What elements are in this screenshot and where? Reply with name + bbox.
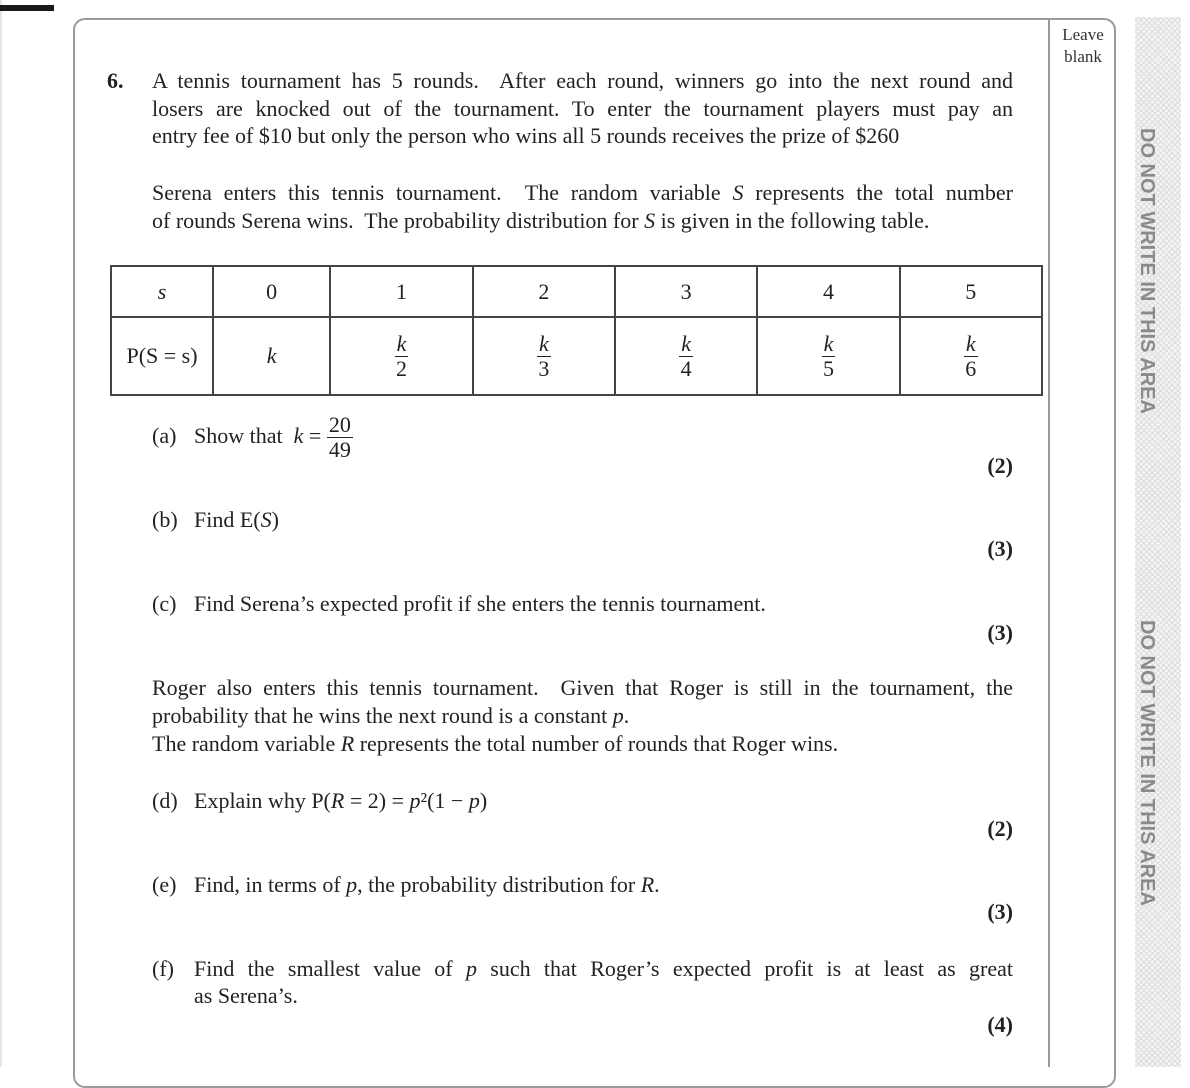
header-bar [0, 5, 54, 11]
p-cell [900, 317, 1042, 395]
part-f-text [194, 983, 298, 1009]
part-a-prompt: Show that [194, 423, 283, 448]
p-cell [473, 317, 615, 395]
text-segment: ) [271, 507, 279, 532]
k: k [266, 343, 277, 368]
part-b-text [194, 507, 279, 533]
marks-b: (3) [987, 536, 1013, 561]
text-segment: represents the total number of rounds that Roger wins. [354, 731, 839, 756]
text-segment: Find Serena’s expected profit if she enters the tennis tournament. [194, 591, 766, 616]
table-row-p [111, 317, 1042, 395]
math-variable: p [612, 703, 624, 728]
text-segment: as Serena’s. [194, 983, 298, 1008]
header-cell [111, 266, 213, 317]
leave-text: Leave [1062, 25, 1104, 44]
text-segment: entry fee of $10 but only the person who wins all 5 rounds receives the prize of $260 [152, 123, 900, 148]
text-segment: A tennis tournament has 5 rounds. After each round, winners go into the next round and [152, 68, 1013, 93]
part-f-text [194, 956, 1013, 982]
math-variable: p [465, 956, 477, 981]
text-segment: . [654, 872, 660, 897]
equals: = [308, 423, 322, 448]
text-segment: ) [479, 788, 488, 813]
text-segment: Find E( [194, 507, 261, 532]
s-cell: 3 [615, 266, 757, 317]
margin-notice-2: DO NOT WRITE IN THIS AREA [1136, 620, 1158, 906]
math-variable: S [644, 208, 656, 233]
k-var: k [293, 423, 304, 448]
part-e-label: (e) [152, 872, 177, 897]
marks-e: (3) [987, 899, 1013, 924]
part-d-text [194, 788, 487, 814]
question-number: 6. [107, 68, 124, 93]
numerator: 20 [328, 412, 351, 438]
numerator: k [965, 330, 976, 356]
text-segment: represents the total number [743, 180, 1013, 205]
fraction [964, 332, 978, 381]
s-cell: 0 [213, 266, 330, 317]
text-segment: , the probability distribution for [357, 872, 641, 897]
math-variable: S [732, 180, 744, 205]
denominator: 3 [538, 355, 550, 381]
p-cell [330, 317, 472, 395]
marks-a: (2) [987, 453, 1013, 478]
math-variable: R [330, 788, 345, 813]
text-segment: Roger also enters this tennis tournament. Given that Roger is still in the tournament, the [152, 675, 1013, 700]
leave-blank-label [1052, 24, 1114, 68]
margin-notice-1: DO NOT WRITE IN THIS AREA [1136, 128, 1158, 414]
text-segment: Find the smallest value of [194, 956, 466, 981]
intro-line [152, 96, 1013, 122]
denominator: 49 [328, 437, 351, 463]
numerator: k [538, 330, 549, 356]
text-segment: The random variable [152, 731, 341, 756]
numerator: k [823, 330, 834, 356]
text-segment: losers are knocked out of the tournament. To enter the tournament players must pay an [152, 96, 1013, 121]
fraction [537, 332, 551, 381]
denominator: 4 [680, 355, 692, 381]
part-f-label: (f) [152, 956, 174, 981]
math-variable: S [260, 507, 272, 532]
fraction [679, 332, 693, 381]
roger-line [152, 703, 629, 729]
marks-c: (3) [987, 620, 1013, 645]
roger-line [152, 675, 1013, 701]
part-a-label: (a) [152, 423, 177, 448]
serena-line [152, 208, 929, 234]
intro-line [152, 123, 899, 149]
blank-text: blank [1064, 47, 1102, 66]
text-segment: such that Roger’s expected profit is at least as great [476, 956, 1013, 981]
marks-d: (2) [987, 816, 1013, 841]
part-d-label: (d) [152, 788, 178, 813]
text-segment: Serena enters this tennis tournament. The random variable [152, 180, 733, 205]
math-variable: p [409, 788, 421, 813]
math-variable: R [340, 731, 355, 756]
part-a-text [194, 410, 353, 462]
text-segment: Explain why P( [194, 788, 331, 813]
part-b-label: (b) [152, 507, 178, 532]
math-variable: p [468, 788, 480, 813]
math-variable: p [346, 872, 358, 897]
s-cell: 2 [473, 266, 615, 317]
margin-divider [1048, 19, 1050, 1067]
probability-table [110, 265, 1043, 396]
part-c-text [194, 591, 766, 617]
s-cell: 4 [757, 266, 899, 317]
text-segment: . [623, 703, 630, 728]
text-segment: = 2) = [344, 788, 410, 813]
text-segment: probability that he wins the next round is a constant [152, 703, 613, 728]
s-cell: 5 [900, 266, 1042, 317]
denominator: 2 [396, 355, 407, 381]
part-e-text [194, 872, 660, 898]
text-segment: of rounds Serena wins. The probability distribution for [152, 208, 645, 233]
page-edge [0, 0, 2, 1067]
text-segment: ²(1 − [420, 788, 469, 813]
numerator: k [681, 330, 692, 356]
answer-box [73, 18, 1116, 1088]
s-label: s [157, 278, 167, 304]
fraction [822, 332, 836, 381]
s-cell: 1 [330, 266, 472, 317]
denominator: 6 [965, 355, 977, 381]
marks-f: (4) [987, 1012, 1013, 1037]
p-cell [213, 317, 330, 395]
fraction-20-49 [327, 413, 353, 462]
p-cell [757, 317, 899, 395]
denominator: 5 [822, 355, 834, 381]
p-cell [615, 317, 757, 395]
p-label-cell: P(S = s) [111, 317, 213, 395]
fraction [395, 332, 409, 381]
table-row-s [111, 266, 1042, 317]
serena-line [152, 180, 1013, 206]
part-c-label: (c) [152, 591, 177, 616]
text-segment: is given in the following table. [655, 208, 930, 233]
numerator: k [396, 330, 407, 356]
text-segment: Find, in terms of [194, 872, 347, 897]
roger-line [152, 731, 838, 757]
intro-line [152, 68, 1013, 94]
math-variable: R [640, 872, 655, 897]
